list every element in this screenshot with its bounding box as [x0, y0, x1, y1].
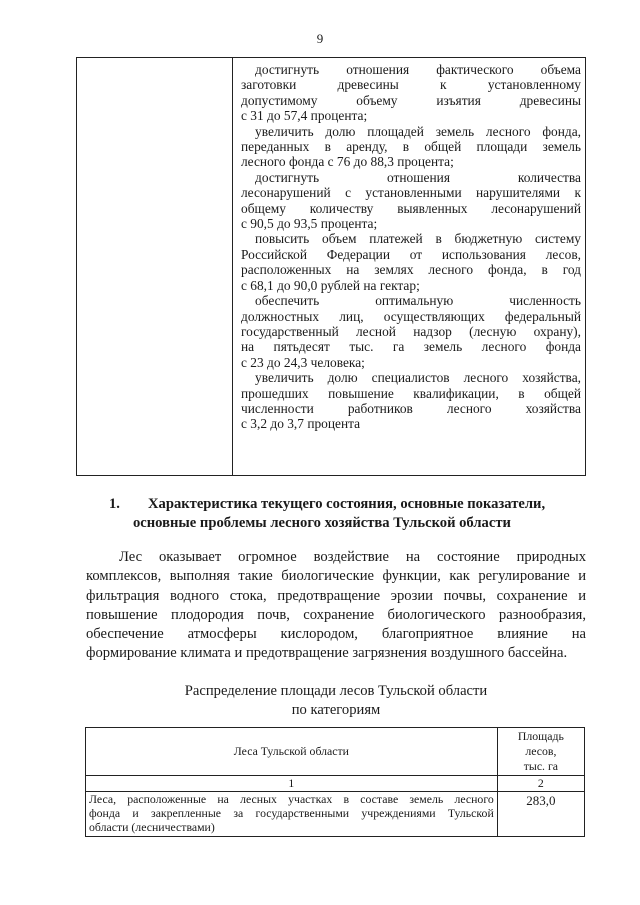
goal-line: достигнуть отношения количества	[255, 169, 581, 185]
goal-item	[241, 231, 581, 293]
section-number: 1.	[109, 496, 120, 512]
section-title-line: Характеристика текущего состояния, основные показатели,	[148, 496, 546, 512]
paragraph-line: фильтрация водного стока, предотвращение эрозии почвы, сохранение и	[86, 587, 586, 604]
category-name-line: Леса, расположенные на лесных участках в составе земель лесного	[89, 792, 494, 806]
goal-line: с 23 до 24,3 человека;	[241, 354, 365, 370]
goal-line: увеличить долю специалистов лесного хозяйства,	[255, 370, 581, 386]
goal-line: лесонарушений с установленными нарушителями к	[241, 185, 581, 201]
goal-line: должностных лиц, осуществляющих федеральный	[241, 308, 581, 324]
paragraph-line: обеспечение атмосферы кислородом, благоприятное влияние на	[86, 626, 586, 643]
goal-item	[241, 124, 581, 170]
paragraph-line: Лес оказывает огромное воздействие на состояние природных	[119, 549, 586, 565]
goal-line: с 31 до 57,4 процента;	[241, 108, 368, 124]
category-name-line: области (лесничествами)	[89, 820, 215, 834]
table-column-divider	[232, 58, 233, 475]
goals-cell	[241, 62, 581, 432]
header-area-line: тыс. га	[523, 759, 559, 773]
goal-line: прошедших повышение квалификации, в общей	[241, 385, 581, 401]
header-area-line: лесов,	[525, 744, 557, 758]
forest-category-name	[86, 792, 498, 837]
goal-line: с 90,5 до 93,5 процента;	[241, 216, 378, 232]
header-cell-forests: Леса Тульской области	[86, 728, 498, 776]
goal-line: достигнуть отношения фактического объема	[255, 62, 581, 77]
goal-item	[241, 62, 581, 124]
goal-line: повысить объем платежей в бюджетную систему	[255, 231, 581, 247]
goal-line: общему количеству выявленных лесонарушений	[241, 200, 581, 216]
goal-line: обеспечить оптимальную численность	[255, 293, 581, 309]
paragraph-line: повышение плодородия почв, сохранение биологического разнообразия,	[86, 606, 586, 623]
table-numbering-row	[86, 776, 585, 792]
table-row	[86, 792, 585, 837]
goal-line: увеличить долю площадей земель лесного фонда,	[255, 123, 581, 139]
goal-line: на пятьдесят тыс. га земель лесного фонда	[241, 339, 581, 355]
table-header-row	[86, 728, 585, 776]
section-title-line: основные проблемы лесного хозяйства Тульской области	[133, 515, 511, 531]
table-caption-line: по категориям	[291, 702, 381, 718]
body-paragraph	[86, 548, 586, 664]
table-caption	[0, 682, 640, 720]
goal-line: лесного фонда с 76 до 88,3 процента;	[241, 154, 454, 170]
goal-item	[241, 293, 581, 370]
table-caption-line: Распределение площади лесов Тульской области	[184, 683, 488, 699]
goal-line: переданных в аренду, в общей площади земель	[241, 139, 581, 155]
forest-category-area: 283,0	[497, 792, 584, 837]
paragraph-line: формирование климата и предотвращение загрязнения воздушного бассейна.	[86, 645, 568, 662]
goal-line: расположенных на землях лесного фонда, в год	[241, 262, 581, 278]
page-number: 9	[316, 31, 324, 46]
forest-category-table	[85, 727, 585, 837]
goal-line: заготовки древесины к установленному	[241, 77, 581, 93]
column-number: 1	[86, 776, 498, 792]
goal-item	[241, 370, 581, 432]
goal-line: допустимому объему изъятия древесины	[241, 92, 581, 108]
column-number: 2	[497, 776, 584, 792]
goal-line: Российской Федерации от использования лесов,	[241, 246, 581, 262]
category-name-line: фонда и закрепленные за государственными учреждениями Тульской	[89, 806, 494, 820]
header-area-line: Площадь	[517, 729, 564, 743]
header-cell-area	[497, 728, 584, 776]
goal-line: численности работников лесного хозяйства	[241, 400, 581, 416]
goals-table	[76, 57, 586, 476]
goal-line: государственный лесной надзор (лесную охрану),	[241, 323, 581, 339]
goal-line: с 3,2 до 3,7 процента	[241, 416, 361, 432]
goal-item	[241, 170, 581, 232]
goal-line: с 68,1 до 90,0 рублей на гектар;	[241, 277, 420, 293]
paragraph-line: комплексов, выполняя такие биологические функции, как регулирование и	[86, 568, 586, 585]
